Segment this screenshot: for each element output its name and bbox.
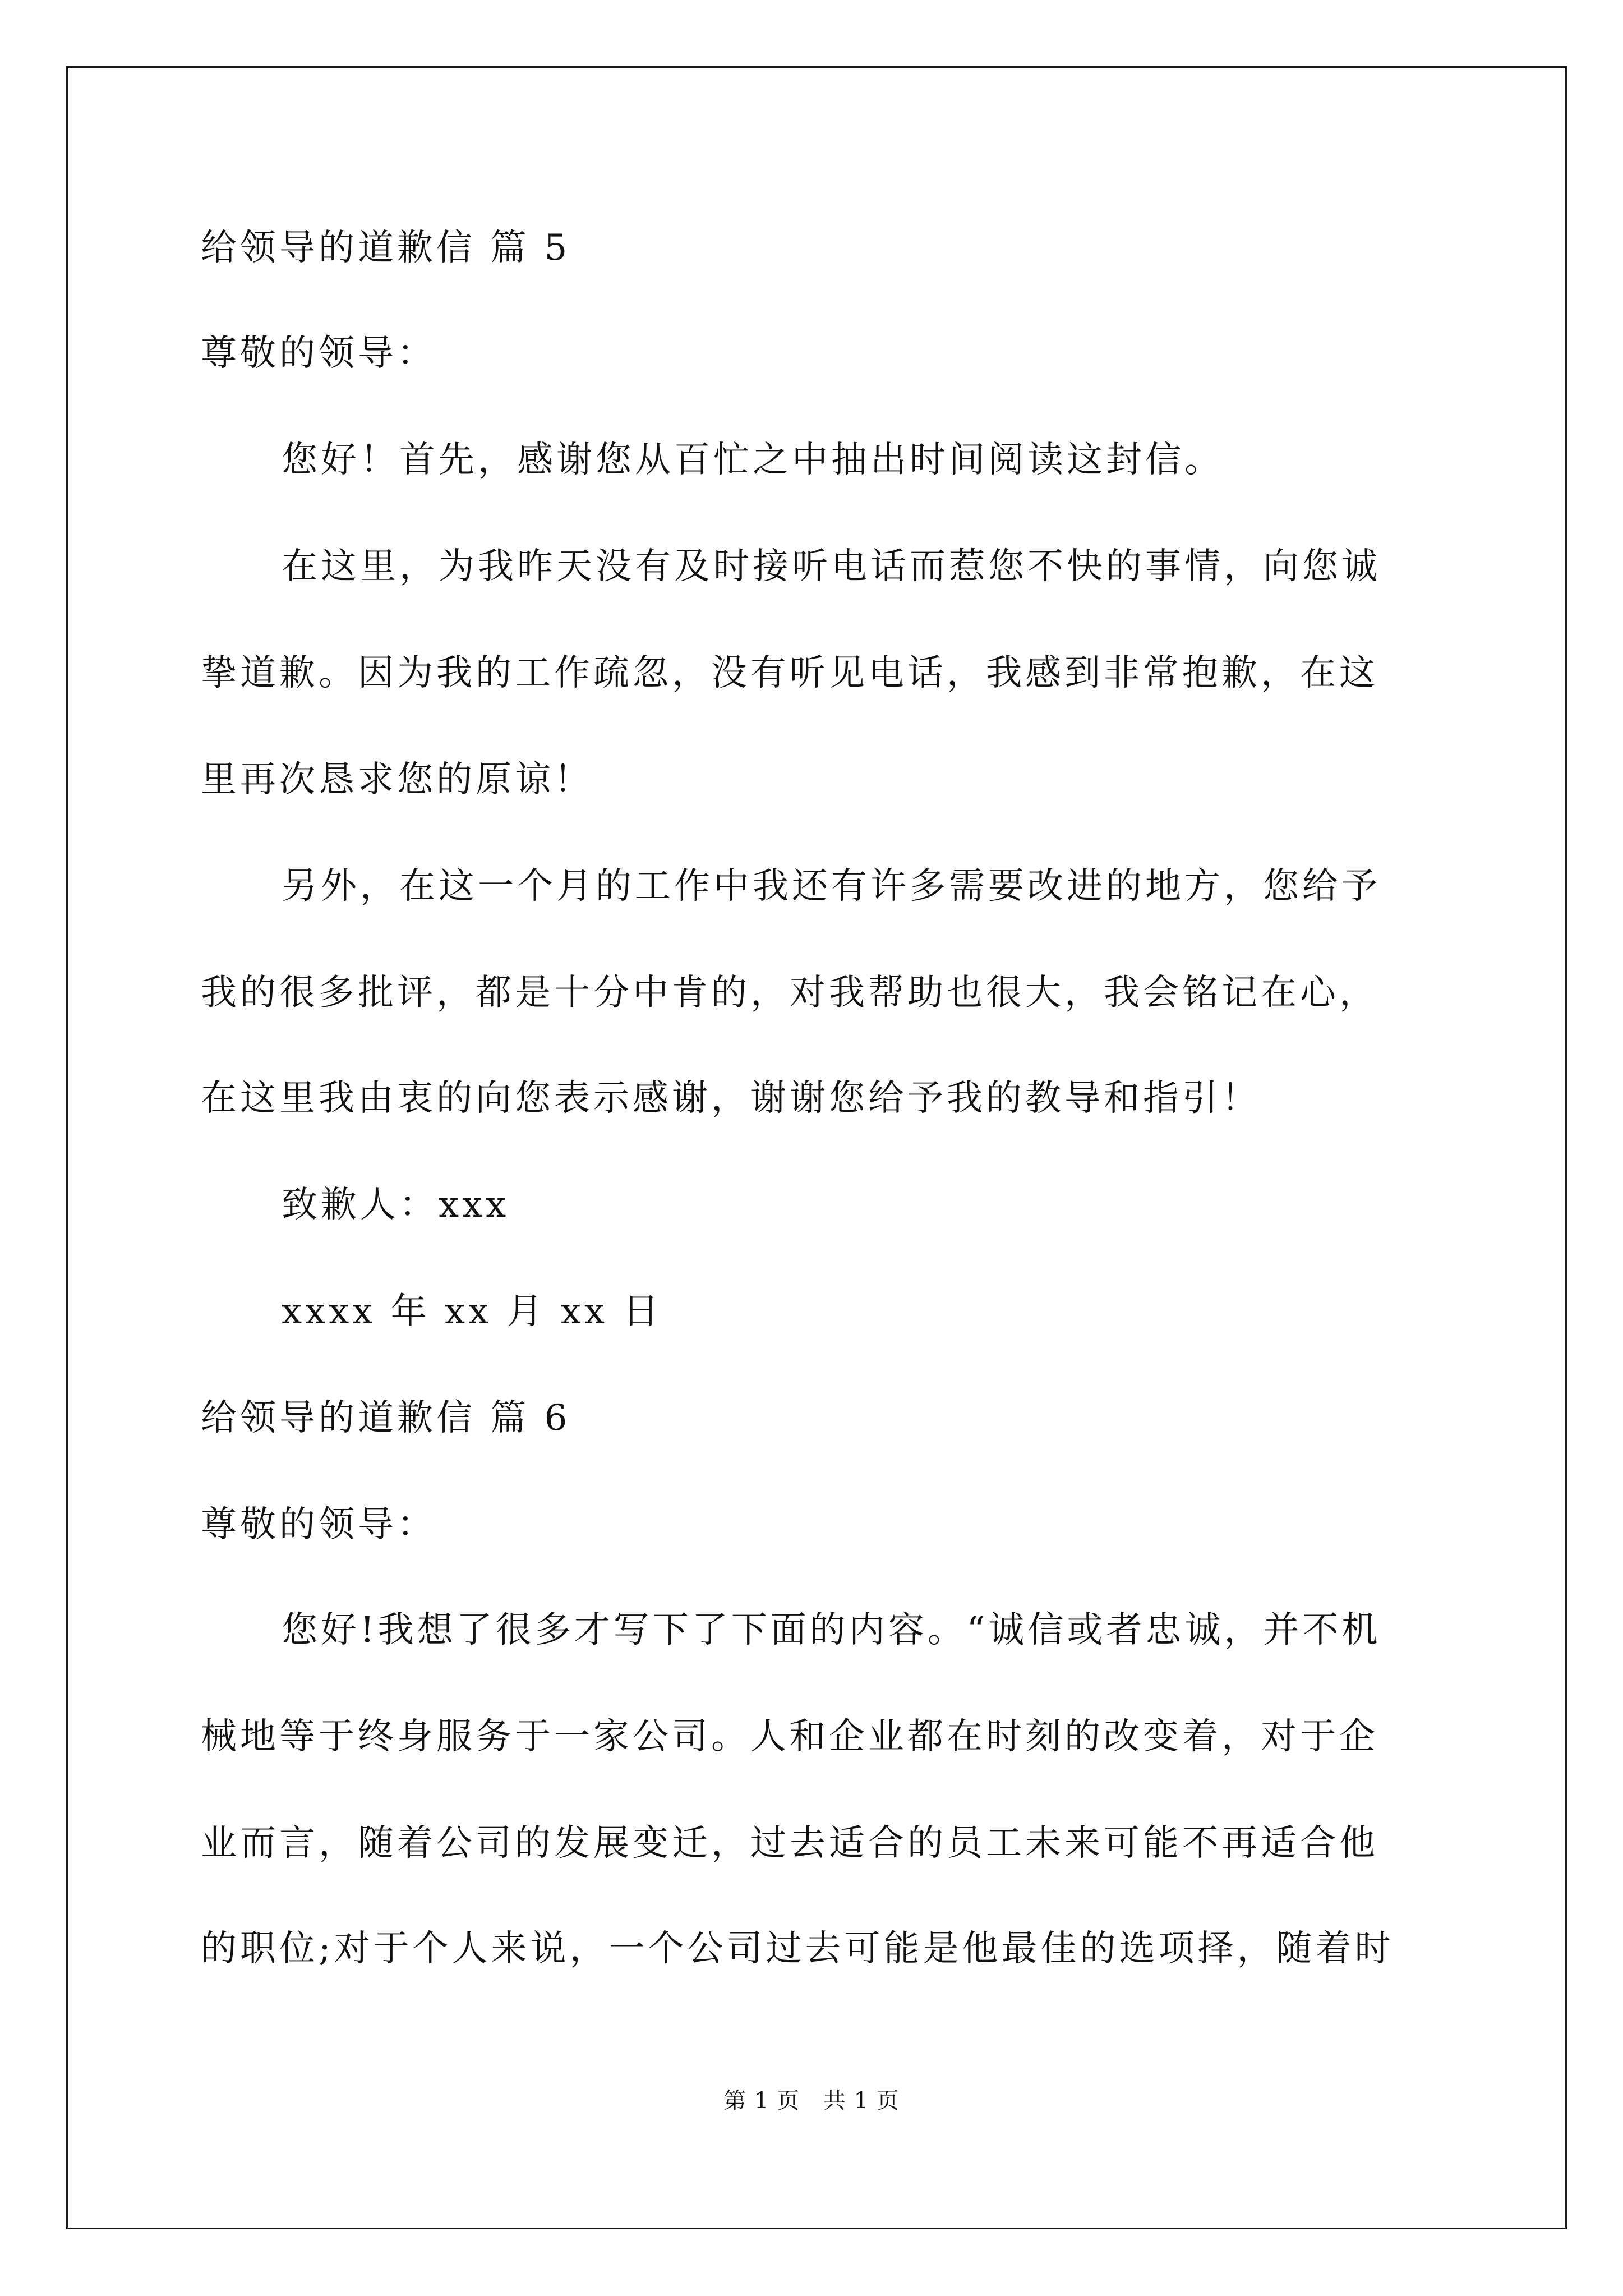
paragraph-line: 挚道歉。因为我的工作疏忽，没有听见电话，我感到非常抱歉，在这 (201, 652, 1378, 694)
paragraph-line: 在这里，为我昨天没有及时接听电话而惹您不快的事情，向您诚 (282, 546, 1381, 587)
section-title: 给领导的道歉信 篇 6 (201, 1397, 571, 1439)
paragraph-line: 我的很多批评，都是十分中肯的，对我帮助也很大，我会铭记在心， (201, 972, 1378, 1014)
paragraph-line: 的职位;对于个人来说，一个公司过去可能是他最佳的选项择，随着时 (201, 1928, 1394, 1970)
paragraph-line: 业而言，随着公司的发展变迁，过去适合的员工未来可能不再适合他 (201, 1823, 1378, 1864)
paragraph-line: 里再次恳求您的原谅！ (201, 759, 593, 800)
page-border (66, 66, 1567, 2229)
date-line: xxxx 年 xx 月 xx 日 (282, 1291, 662, 1332)
paragraph-line: 您好!我想了很多才写下了下面的内容。“诚信或者忠诚，并不机 (282, 1609, 1381, 1651)
page-footer (0, 2087, 1623, 2115)
paragraph-line: 在这里我由衷的向您表示感谢，谢谢您给予我的教导和指引！ (201, 1078, 1261, 1119)
section-title: 给领导的道歉信 篇 5 (201, 227, 571, 269)
paragraph-line: 械地等于终身服务于一家公司。人和企业都在时刻的改变着，对于企 (201, 1716, 1378, 1757)
page-number: 第 1 页 (723, 2088, 800, 2114)
signature-line: 致歉人：xxx (282, 1184, 510, 1226)
page-total: 共 1 页 (823, 2088, 900, 2114)
paragraph-line: 您好！首先，感谢您从百忙之中抽出时间阅读这封信。 (282, 439, 1224, 481)
salutation: 尊敬的领导： (201, 333, 436, 374)
salutation: 尊敬的领导： (201, 1504, 436, 1545)
paragraph-line: 另外，在这一个月的工作中我还有许多需要改进的地方，您给予 (282, 866, 1381, 907)
